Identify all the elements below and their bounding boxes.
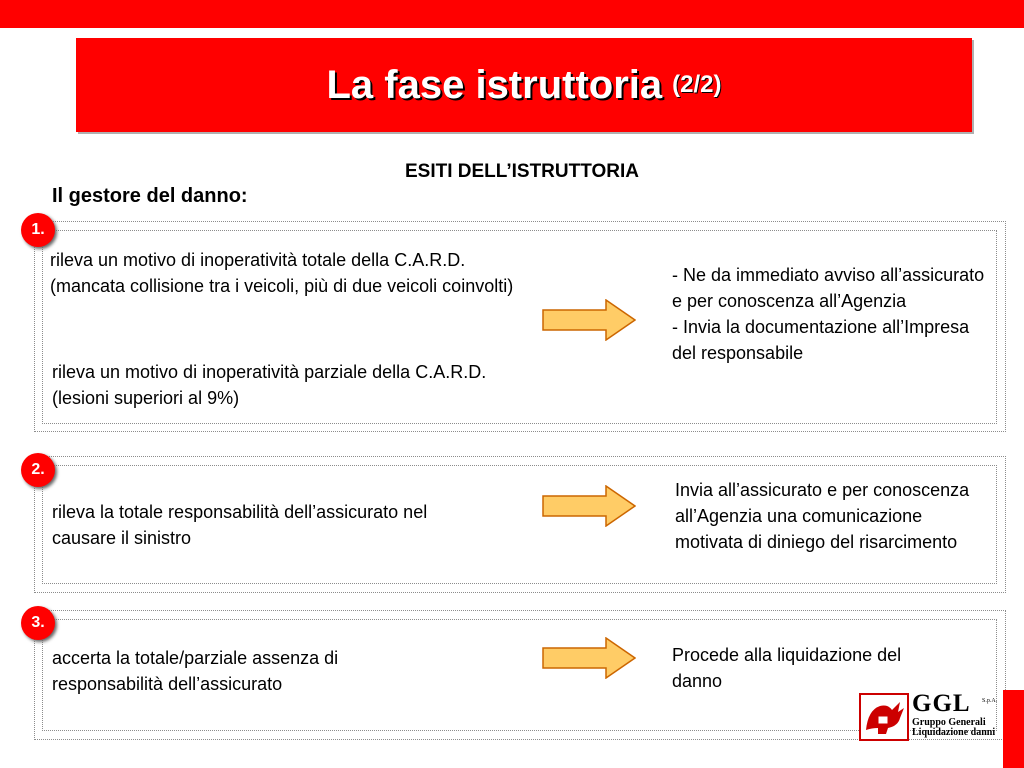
logo-line-1: Gruppo Generali <box>912 717 986 728</box>
side-red-strip <box>1003 690 1024 768</box>
case-1-arrow-icon <box>542 299 636 341</box>
logo-name: GGL <box>912 690 971 717</box>
case-1-condition-a: rileva un motivo di inoperatività totale della C.A.R.D. (mancata collisione tra i veicoli, più di due veicoli coinvolti) <box>50 250 514 296</box>
case-2-condition: rileva la totale responsabilità dell’assicurato nel causare il sinistro <box>52 502 428 548</box>
case-2-badge: 2. <box>21 453 55 487</box>
case-2-arrow-icon <box>542 485 636 527</box>
case-3-badge: 3. <box>21 606 55 640</box>
logo-suffix: S.p.A. <box>982 698 998 704</box>
manager-label: Il gestore del danno: <box>52 185 248 207</box>
case-3-arrow-icon <box>542 637 636 679</box>
winged-lion-icon <box>858 692 910 742</box>
title-banner <box>76 38 972 132</box>
company-logo <box>912 690 998 738</box>
case-1-condition-b: rileva un motivo di inoperatività parziale della C.A.R.D. (lesioni superiori al 9%) <box>52 362 487 408</box>
section-heading: ESITI DELL’ISTRUTTORIA <box>405 161 639 182</box>
logo-line-2: Liquidazione danni <box>912 727 996 738</box>
top-red-strip <box>0 0 1024 28</box>
page-title-part: (2/2) <box>672 71 722 98</box>
case-3-outcome: Procede alla liquidazione del danno <box>672 645 902 691</box>
case-3-condition: accerta la totale/parziale assenza di responsabilità dell’assicurato <box>52 648 339 694</box>
case-1-outcome: - Ne da immediato avviso all’assicurato e per conoscenza all’Agenzia - Invia la documentazione all’Impresa del responsabile <box>672 265 985 363</box>
page-title: La fase istruttoria <box>326 62 663 107</box>
case-2-outcome: Invia all’assicurato e per conoscenza all’Agenzia una comunicazione motivata di diniego del risarcimento <box>675 480 970 552</box>
case-1-badge: 1. <box>21 213 55 247</box>
